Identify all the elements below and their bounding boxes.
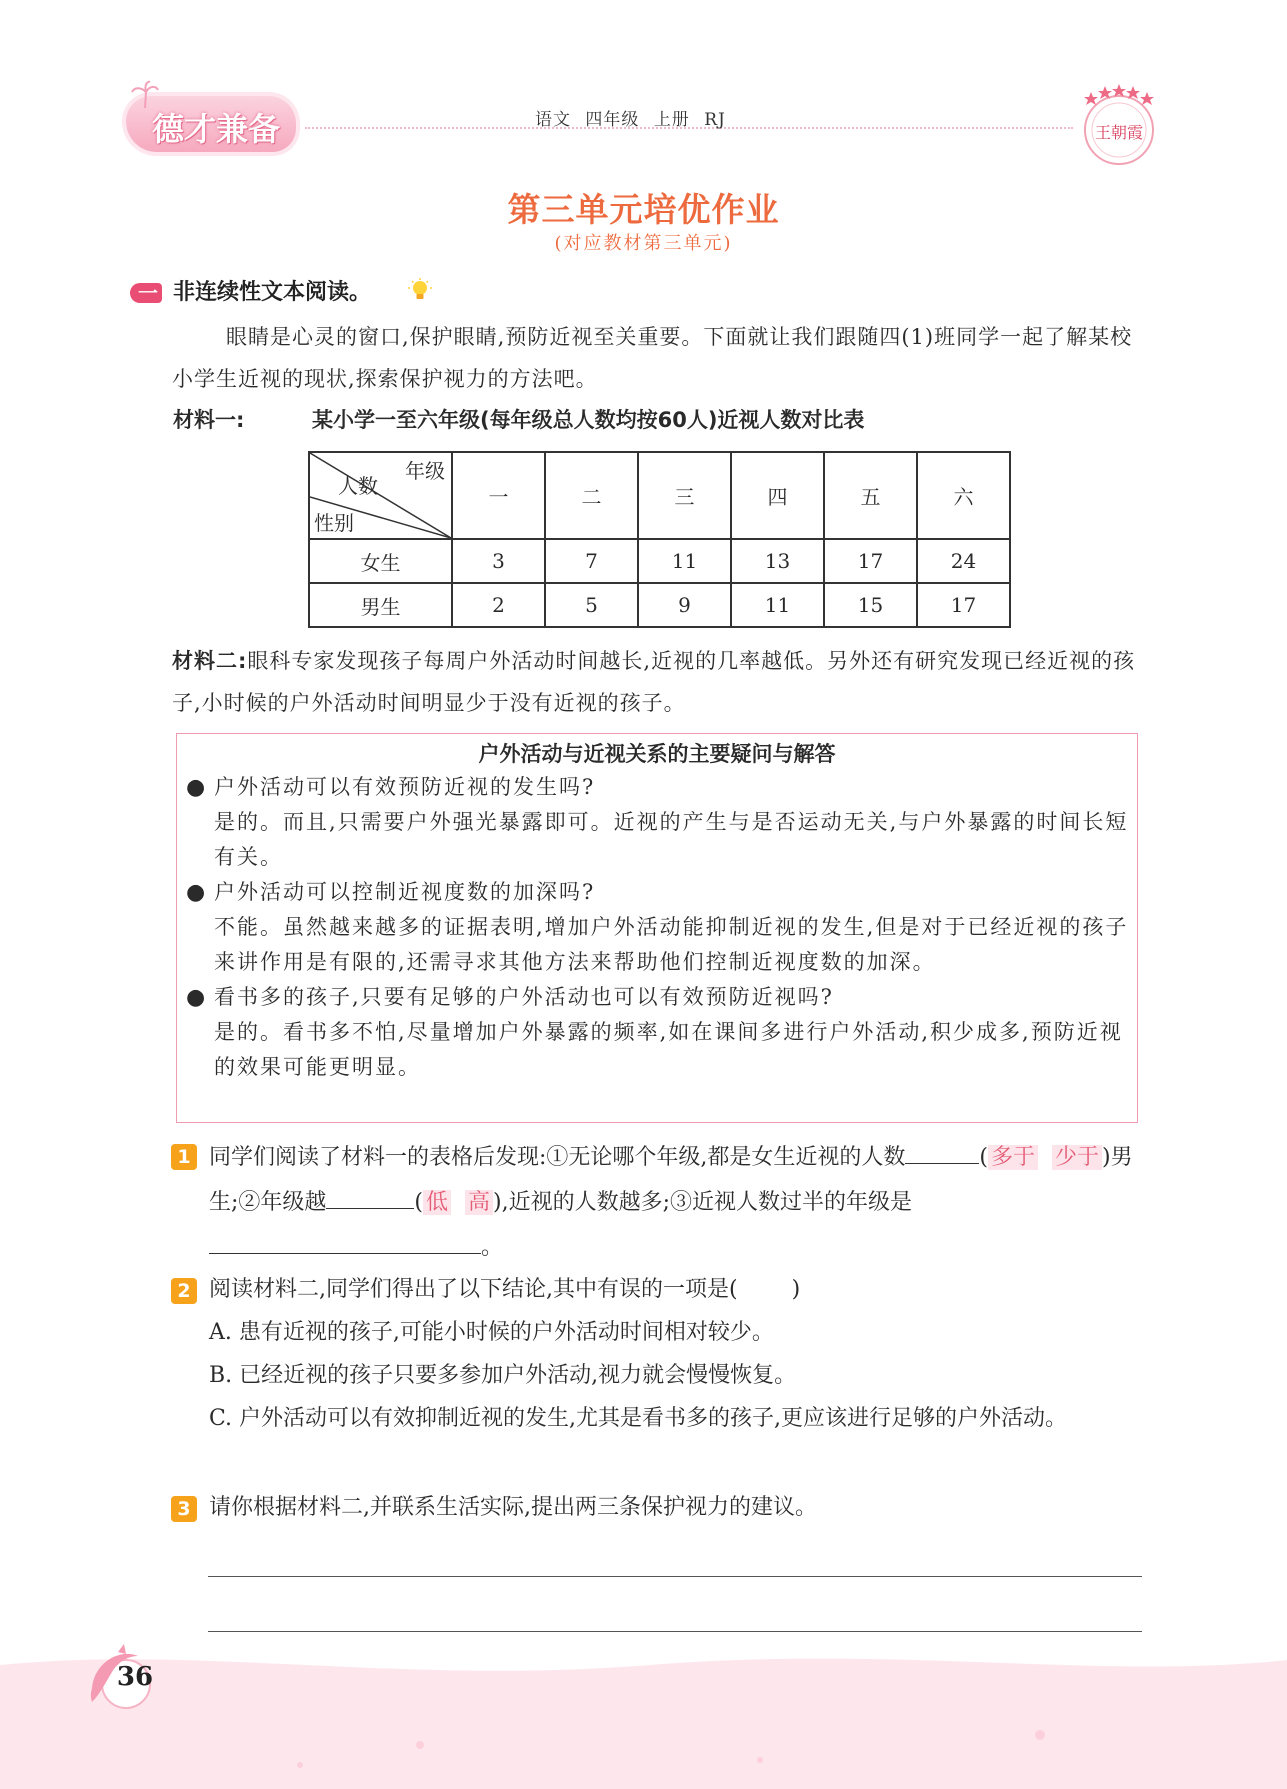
table-cell: 5 bbox=[545, 583, 638, 627]
grade-header: 四 bbox=[731, 452, 824, 539]
faq-question: ● 户外活动可以有效预防近视的发生吗? bbox=[186, 770, 1130, 805]
table-row bbox=[309, 539, 1010, 583]
table-cell: 17 bbox=[917, 583, 1010, 627]
intro-paragraph: 眼睛是心灵的窗口,保护眼睛,预防近视至关重要。下面就让我们跟随四(1)班同学一起了解某校小学生近视的现状,探索保护视力的方法吧。 bbox=[172, 325, 1133, 391]
question-number-1: 1 bbox=[171, 1144, 197, 1170]
grade-header: 二 bbox=[545, 452, 638, 539]
q1-text-part3: ),近视的人数越多;③近视人数过半的年级是 bbox=[493, 1190, 913, 1215]
author-seal-logo bbox=[1074, 80, 1164, 170]
corner-label-count: 人数 bbox=[338, 474, 378, 498]
table-cell: 3 bbox=[452, 539, 545, 583]
lightbulb-icon bbox=[408, 278, 432, 304]
header-edition: RJ bbox=[704, 110, 726, 130]
q2-stem: 阅读材料二,同学们得出了以下结论,其中有误的一项是( bbox=[209, 1277, 738, 1302]
table-cell: 11 bbox=[731, 583, 824, 627]
section-title: 非连续性文本阅读。 bbox=[173, 280, 372, 305]
table-header-row bbox=[309, 452, 1010, 539]
material1-label: 材料一: bbox=[173, 408, 245, 432]
question-3: 请你根据材料二,并联系生活实际,提出两三条保护视力的建议。 bbox=[209, 1495, 817, 1520]
header-info bbox=[535, 105, 726, 130]
table-cell: 15 bbox=[824, 583, 917, 627]
faq-answer: 是的。而且,只需要户外强光暴露即可。近视的产生与是否运动无关,与户外暴露的时间长短有关。 bbox=[214, 810, 1129, 869]
material2-paragraph bbox=[172, 640, 1147, 724]
faq-answer: 是的。看书多不怕,尽量增加户外暴露的频率,如在课间多进行户外活动,积少成多,预防近视的效果可能更明显。 bbox=[214, 1020, 1123, 1079]
q1-blank-1[interactable] bbox=[905, 1135, 979, 1164]
question-number-2: 2 bbox=[171, 1278, 197, 1304]
table-row bbox=[309, 583, 1010, 627]
table-cell: 13 bbox=[731, 539, 824, 583]
faq-list bbox=[186, 770, 1130, 1085]
grade-header: 一 bbox=[452, 452, 545, 539]
faq-question: ● 户外活动可以控制近视度数的加深吗? bbox=[186, 875, 1130, 910]
svg-text:王朝霞: 王朝霞 bbox=[1094, 123, 1144, 142]
corner-label-grade: 年级 bbox=[405, 459, 445, 483]
q2-option-b[interactable]: B. 已经近视的孩子只要多参加户外活动,视力就会慢慢恢复。 bbox=[209, 1363, 797, 1388]
table-corner-cell bbox=[309, 452, 452, 539]
header-volume: 上册 bbox=[653, 110, 690, 130]
q1-blank-3[interactable] bbox=[209, 1225, 481, 1254]
q2-option-a[interactable]: A. 患有近视的孩子,可能小时候的户外活动时间相对较少。 bbox=[209, 1320, 774, 1345]
q1-option-low[interactable]: 低 bbox=[423, 1190, 451, 1215]
page-title: 第三单元培优作业 bbox=[507, 190, 780, 229]
q1-text-part2: )男生;②年级越 bbox=[209, 1145, 1133, 1215]
table-cell: 9 bbox=[638, 583, 731, 627]
material2-label: 材料二: bbox=[172, 649, 248, 673]
grade-header: 六 bbox=[917, 452, 1010, 539]
material2-text: 眼科专家发现孩子每周户外活动时间越长,近视的几率越低。另外还有研究发现已经近视的孩子,小时候的户外活动时间明显少于没有近视的孩子。 bbox=[172, 649, 1136, 715]
q1-text-part1: 同学们阅读了材料一的表格后发现:①无论哪个年级,都是女生近视的人数 bbox=[209, 1145, 906, 1170]
header-subject: 语文 bbox=[535, 110, 571, 130]
q1-option-less[interactable]: 少于 bbox=[1052, 1145, 1102, 1170]
q1-blank-2[interactable] bbox=[326, 1180, 414, 1209]
grade-header: 五 bbox=[824, 452, 917, 539]
table-cell: 11 bbox=[638, 539, 731, 583]
page-subtitle: (对应教材第三单元) bbox=[554, 233, 733, 254]
row-label: 女生 bbox=[309, 539, 452, 583]
table-cell: 7 bbox=[545, 539, 638, 583]
faq-question: ● 看书多的孩子,只要有足够的户外活动也可以有效预防近视吗? bbox=[186, 980, 1130, 1015]
table-cell: 24 bbox=[917, 539, 1010, 583]
question-2 bbox=[209, 1268, 1144, 1312]
faq-title: 户外活动与近视关系的主要疑问与解答 bbox=[478, 742, 836, 766]
myopia-table bbox=[308, 451, 1011, 628]
section-badge-label: 一 bbox=[138, 281, 158, 305]
material1-caption: 某小学一至六年级(每年级总人数均按60人)近视人数对比表 bbox=[312, 408, 865, 432]
q1-option-more[interactable]: 多于 bbox=[988, 1145, 1038, 1170]
question-number-3: 3 bbox=[171, 1496, 197, 1522]
answer-line[interactable] bbox=[208, 1576, 1142, 1577]
q2-option-c[interactable]: C. 户外活动可以有效抑制近视的发生,尤其是看书多的孩子,更应该进行足够的户外活动。 bbox=[209, 1406, 1068, 1431]
question-1: 同学们阅读了材料一的表格后发现:①无论哪个年级,都是女生近视的人数 ( 多于 少于 )男生;②年级越 ( 低 高 ),近视的人数越多;③近视人数过半的年级是。 bbox=[209, 1135, 1144, 1270]
header-grade: 四年级 bbox=[585, 110, 640, 130]
corner-label-gender: 性别 bbox=[314, 511, 354, 535]
grade-header: 三 bbox=[638, 452, 731, 539]
page-number: 36 bbox=[116, 1662, 154, 1692]
row-label: 男生 bbox=[309, 583, 452, 627]
q1-option-high[interactable]: 高 bbox=[465, 1190, 493, 1215]
table-cell: 17 bbox=[824, 539, 917, 583]
table-cell: 2 bbox=[452, 583, 545, 627]
q2-close: ) bbox=[791, 1277, 801, 1302]
footer-wave-decoration bbox=[0, 1625, 1287, 1789]
q1-end: 。 bbox=[481, 1235, 504, 1260]
brand-title: 德才兼备 bbox=[152, 110, 281, 148]
faq-answer: 不能。虽然越来越多的证据表明,增加户外活动能抑制近视的发生,但是对于已经近视的孩子来讲作用是有限的,还需寻求其他方法来帮助他们控制近视度数的加深。 bbox=[214, 915, 1129, 974]
